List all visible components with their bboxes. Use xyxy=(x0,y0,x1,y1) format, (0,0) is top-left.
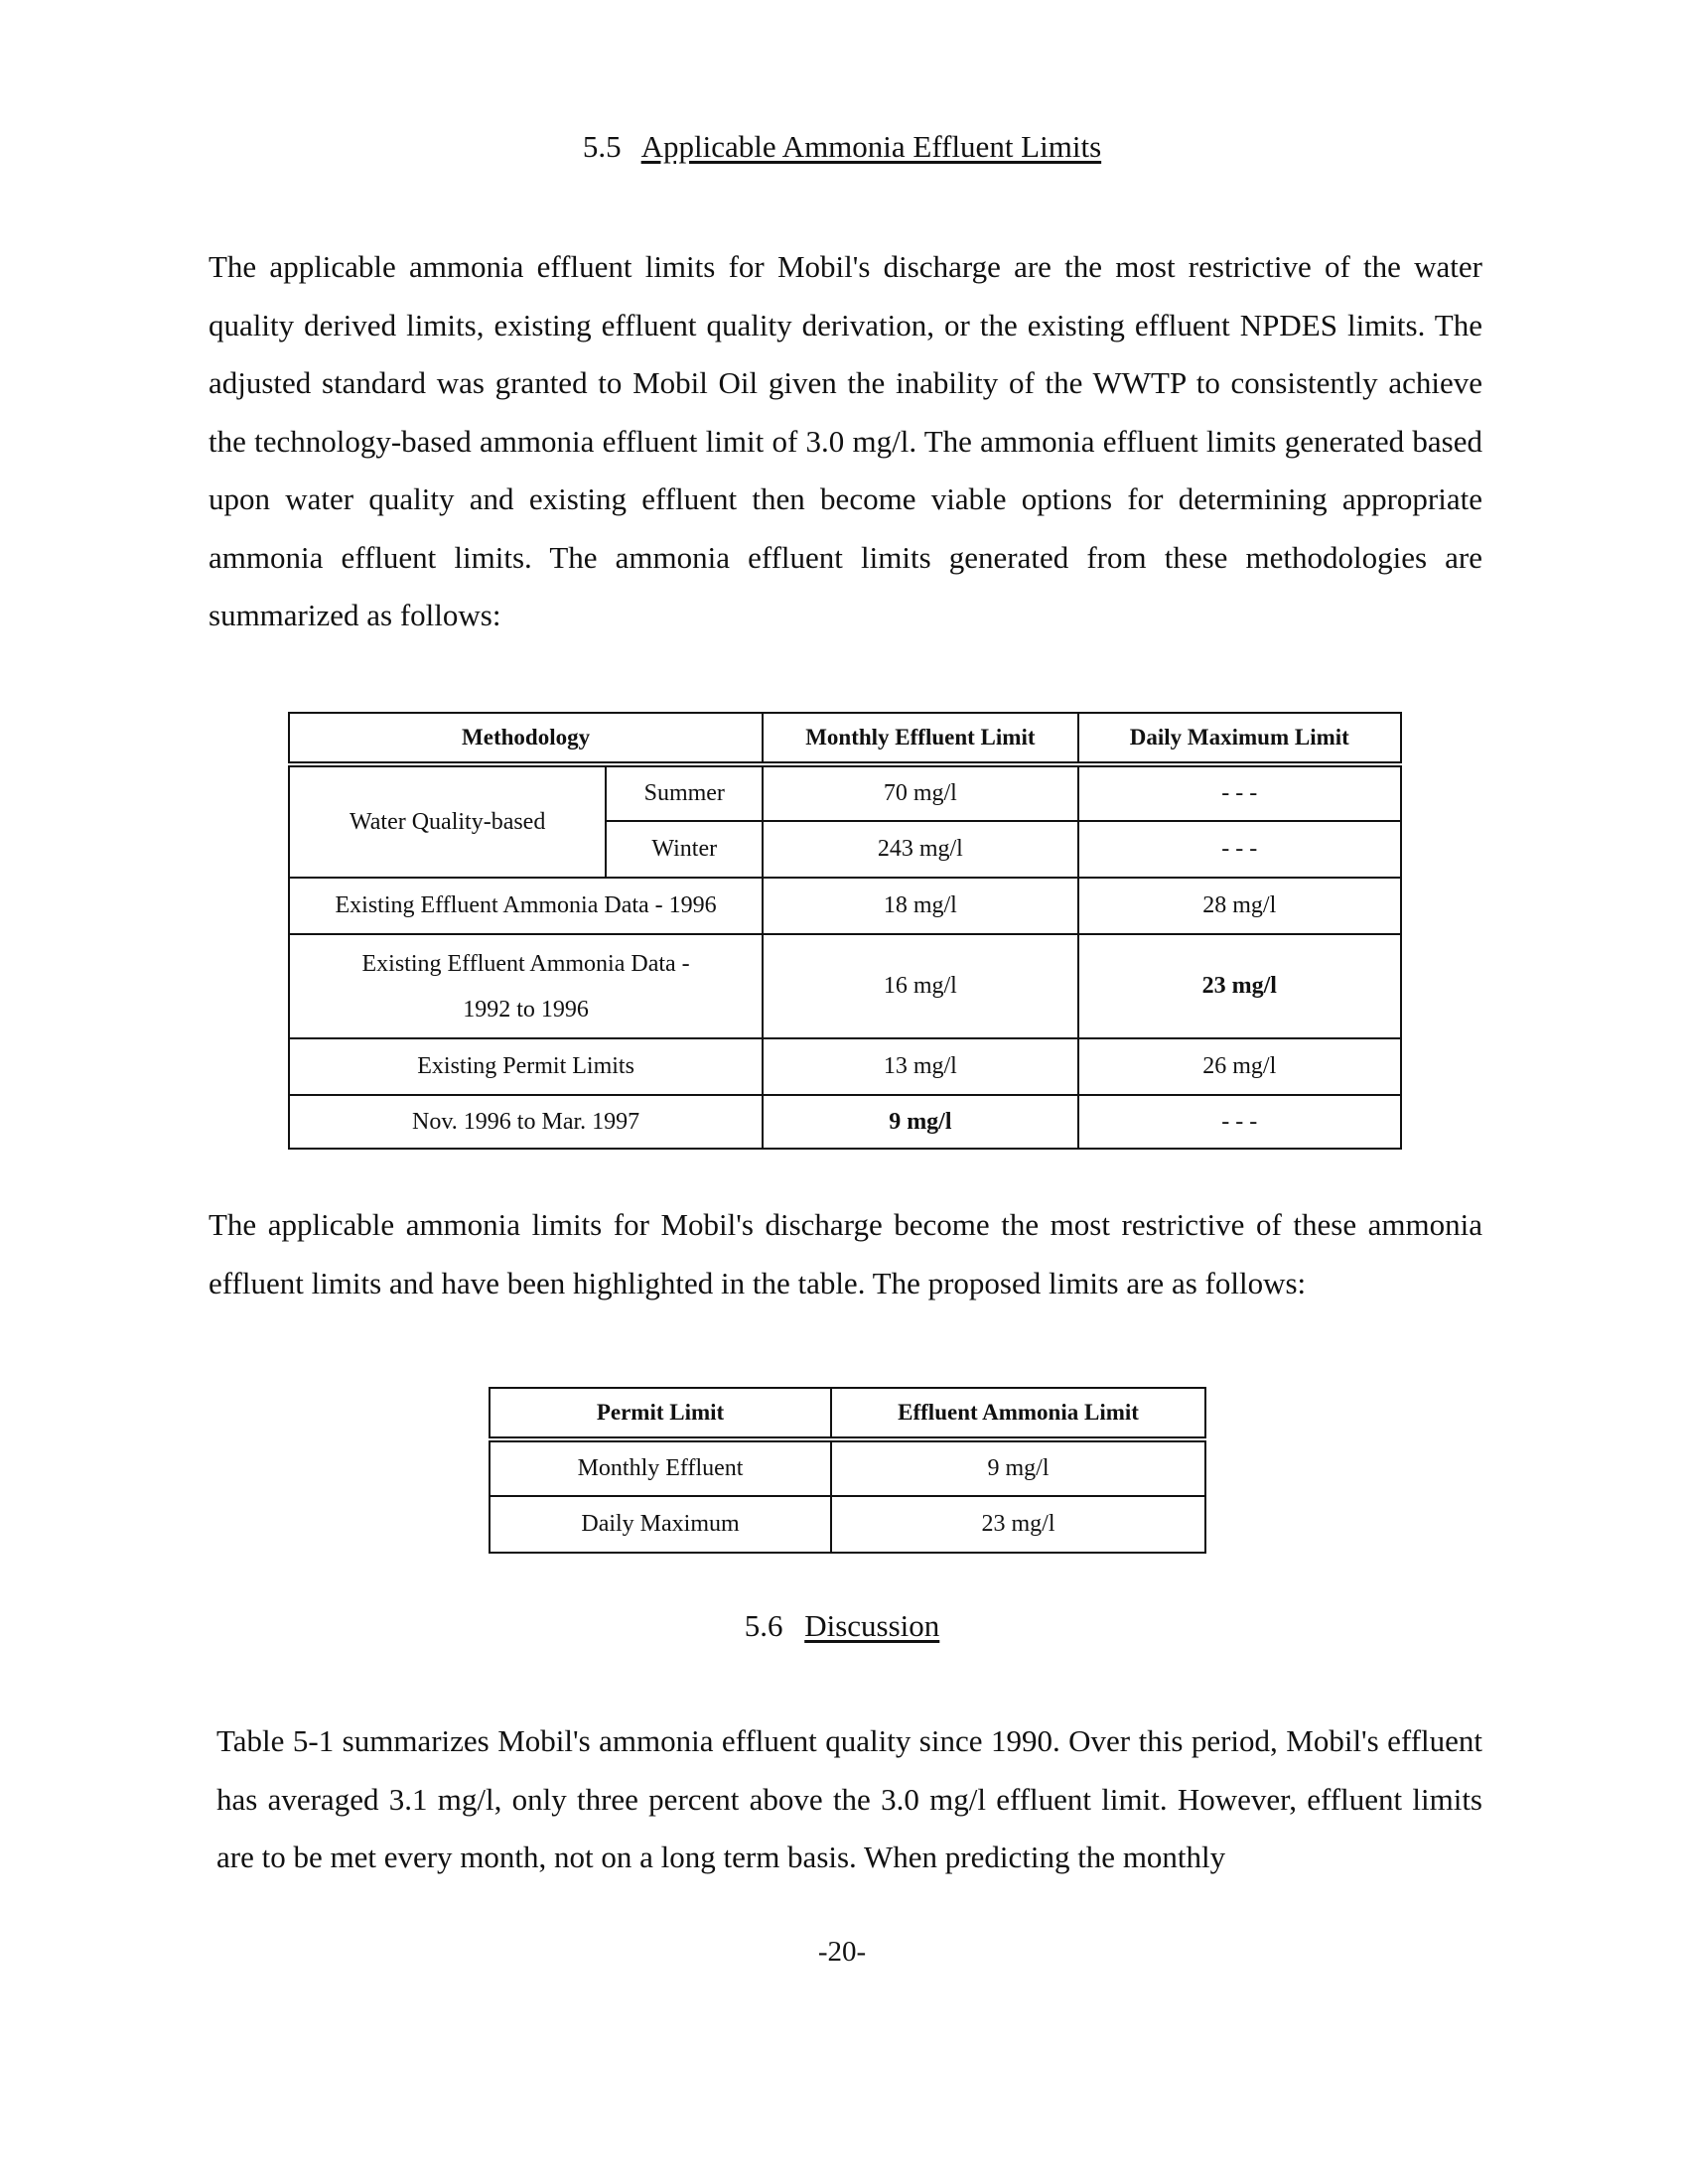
table-row xyxy=(289,1038,1401,1095)
daily-value: 26 mg/l xyxy=(1078,1038,1401,1095)
winter-daily-value: - - - xyxy=(1078,821,1401,878)
water-quality-based-cell: Water Quality-based xyxy=(289,764,606,878)
header-methodology: Methodology xyxy=(289,713,763,764)
limit-value: 9 mg/l xyxy=(831,1439,1205,1496)
header-permit-limit: Permit Limit xyxy=(490,1388,831,1439)
season-summer: Summer xyxy=(606,764,763,821)
table-row xyxy=(289,764,1401,821)
table-row xyxy=(490,1439,1205,1496)
permit-limit-cell: Daily Maximum xyxy=(490,1496,831,1553)
table-row xyxy=(490,1496,1205,1553)
monthly-value-highlighted: 9 mg/l xyxy=(763,1095,1077,1149)
daily-value: - - - xyxy=(1078,1095,1401,1149)
monthly-value: 13 mg/l xyxy=(763,1038,1077,1095)
winter-monthly-value: 243 mg/l xyxy=(763,821,1077,878)
summer-daily-value: - - - xyxy=(1078,764,1401,821)
section-heading-5-5 xyxy=(0,129,1684,165)
table-row xyxy=(289,1095,1401,1149)
table-row xyxy=(289,934,1401,1038)
methodology-cell: Nov. 1996 to Mar. 1997 xyxy=(289,1095,763,1149)
methodology-cell: Existing Permit Limits xyxy=(289,1038,763,1095)
methodology-cell xyxy=(289,934,763,1038)
page-number: -20- xyxy=(817,1936,867,1968)
table-header-row xyxy=(289,713,1401,764)
paragraph-limits-intro: The applicable ammonia effluent limits for Mobil's discharge are the most restrictive of the water quality derived limits, existing effluent quality derivation, or the existing effluent NPDES limits. The adjusted standard was granted to Mobil Oil given the inability of the WWTP to consistently achieve the technology-based ammonia effluent limit of 3.0 mg/l. The ammonia effluent limits generated based upon water quality and existing effluent then become viable options for determining appropriate ammonia effluent limits. The ammonia effluent limits generated from these methodologies are summarized as follows: xyxy=(209,249,1482,632)
methodology-line: 1992 to 1996 xyxy=(463,996,589,1023)
section-heading-5-6 xyxy=(0,1608,1684,1644)
table-header-row xyxy=(490,1388,1205,1439)
proposed-limits-table xyxy=(489,1387,1206,1554)
methodology-line: Existing Effluent Ammonia Data - xyxy=(361,950,690,977)
section-title: Discussion xyxy=(804,1608,940,1643)
paragraph-discussion: Table 5-1 summarizes Mobil's ammonia effluent quality since 1990. Over this period, Mobil's effluent has averaged 3.1 mg/l, only three percent above the 3.0 mg/l effluent limit. However, effluent limits are to be met every month, not on a long term basis. When predicting the monthly xyxy=(216,1723,1482,1874)
season-winter: Winter xyxy=(606,821,763,878)
daily-value: 28 mg/l xyxy=(1078,878,1401,934)
paragraph-applicable-limits: The applicable ammonia limits for Mobil's discharge become the most restrictive of these ammonia effluent limits and have been highlighted in the table. The proposed limits are as follows: xyxy=(209,1207,1482,1300)
summer-monthly-value: 70 mg/l xyxy=(763,764,1077,821)
section-number: 5.5 xyxy=(582,129,622,164)
header-monthly-effluent-limit: Monthly Effluent Limit xyxy=(763,713,1077,764)
monthly-value: 18 mg/l xyxy=(763,878,1077,934)
limit-value: 23 mg/l xyxy=(831,1496,1205,1553)
header-daily-maximum-limit: Daily Maximum Limit xyxy=(1078,713,1401,764)
header-effluent-ammonia-limit: Effluent Ammonia Limit xyxy=(831,1388,1205,1439)
daily-value-highlighted: 23 mg/l xyxy=(1078,934,1401,1038)
monthly-value: 16 mg/l xyxy=(763,934,1077,1038)
methodology-limits-table xyxy=(288,712,1402,1150)
table-row xyxy=(289,878,1401,934)
section-number: 5.6 xyxy=(744,1608,783,1643)
section-title: Applicable Ammonia Effluent Limits xyxy=(640,129,1102,164)
permit-limit-cell: Monthly Effluent xyxy=(490,1439,831,1496)
methodology-cell: Existing Effluent Ammonia Data - 1996 xyxy=(289,878,763,934)
